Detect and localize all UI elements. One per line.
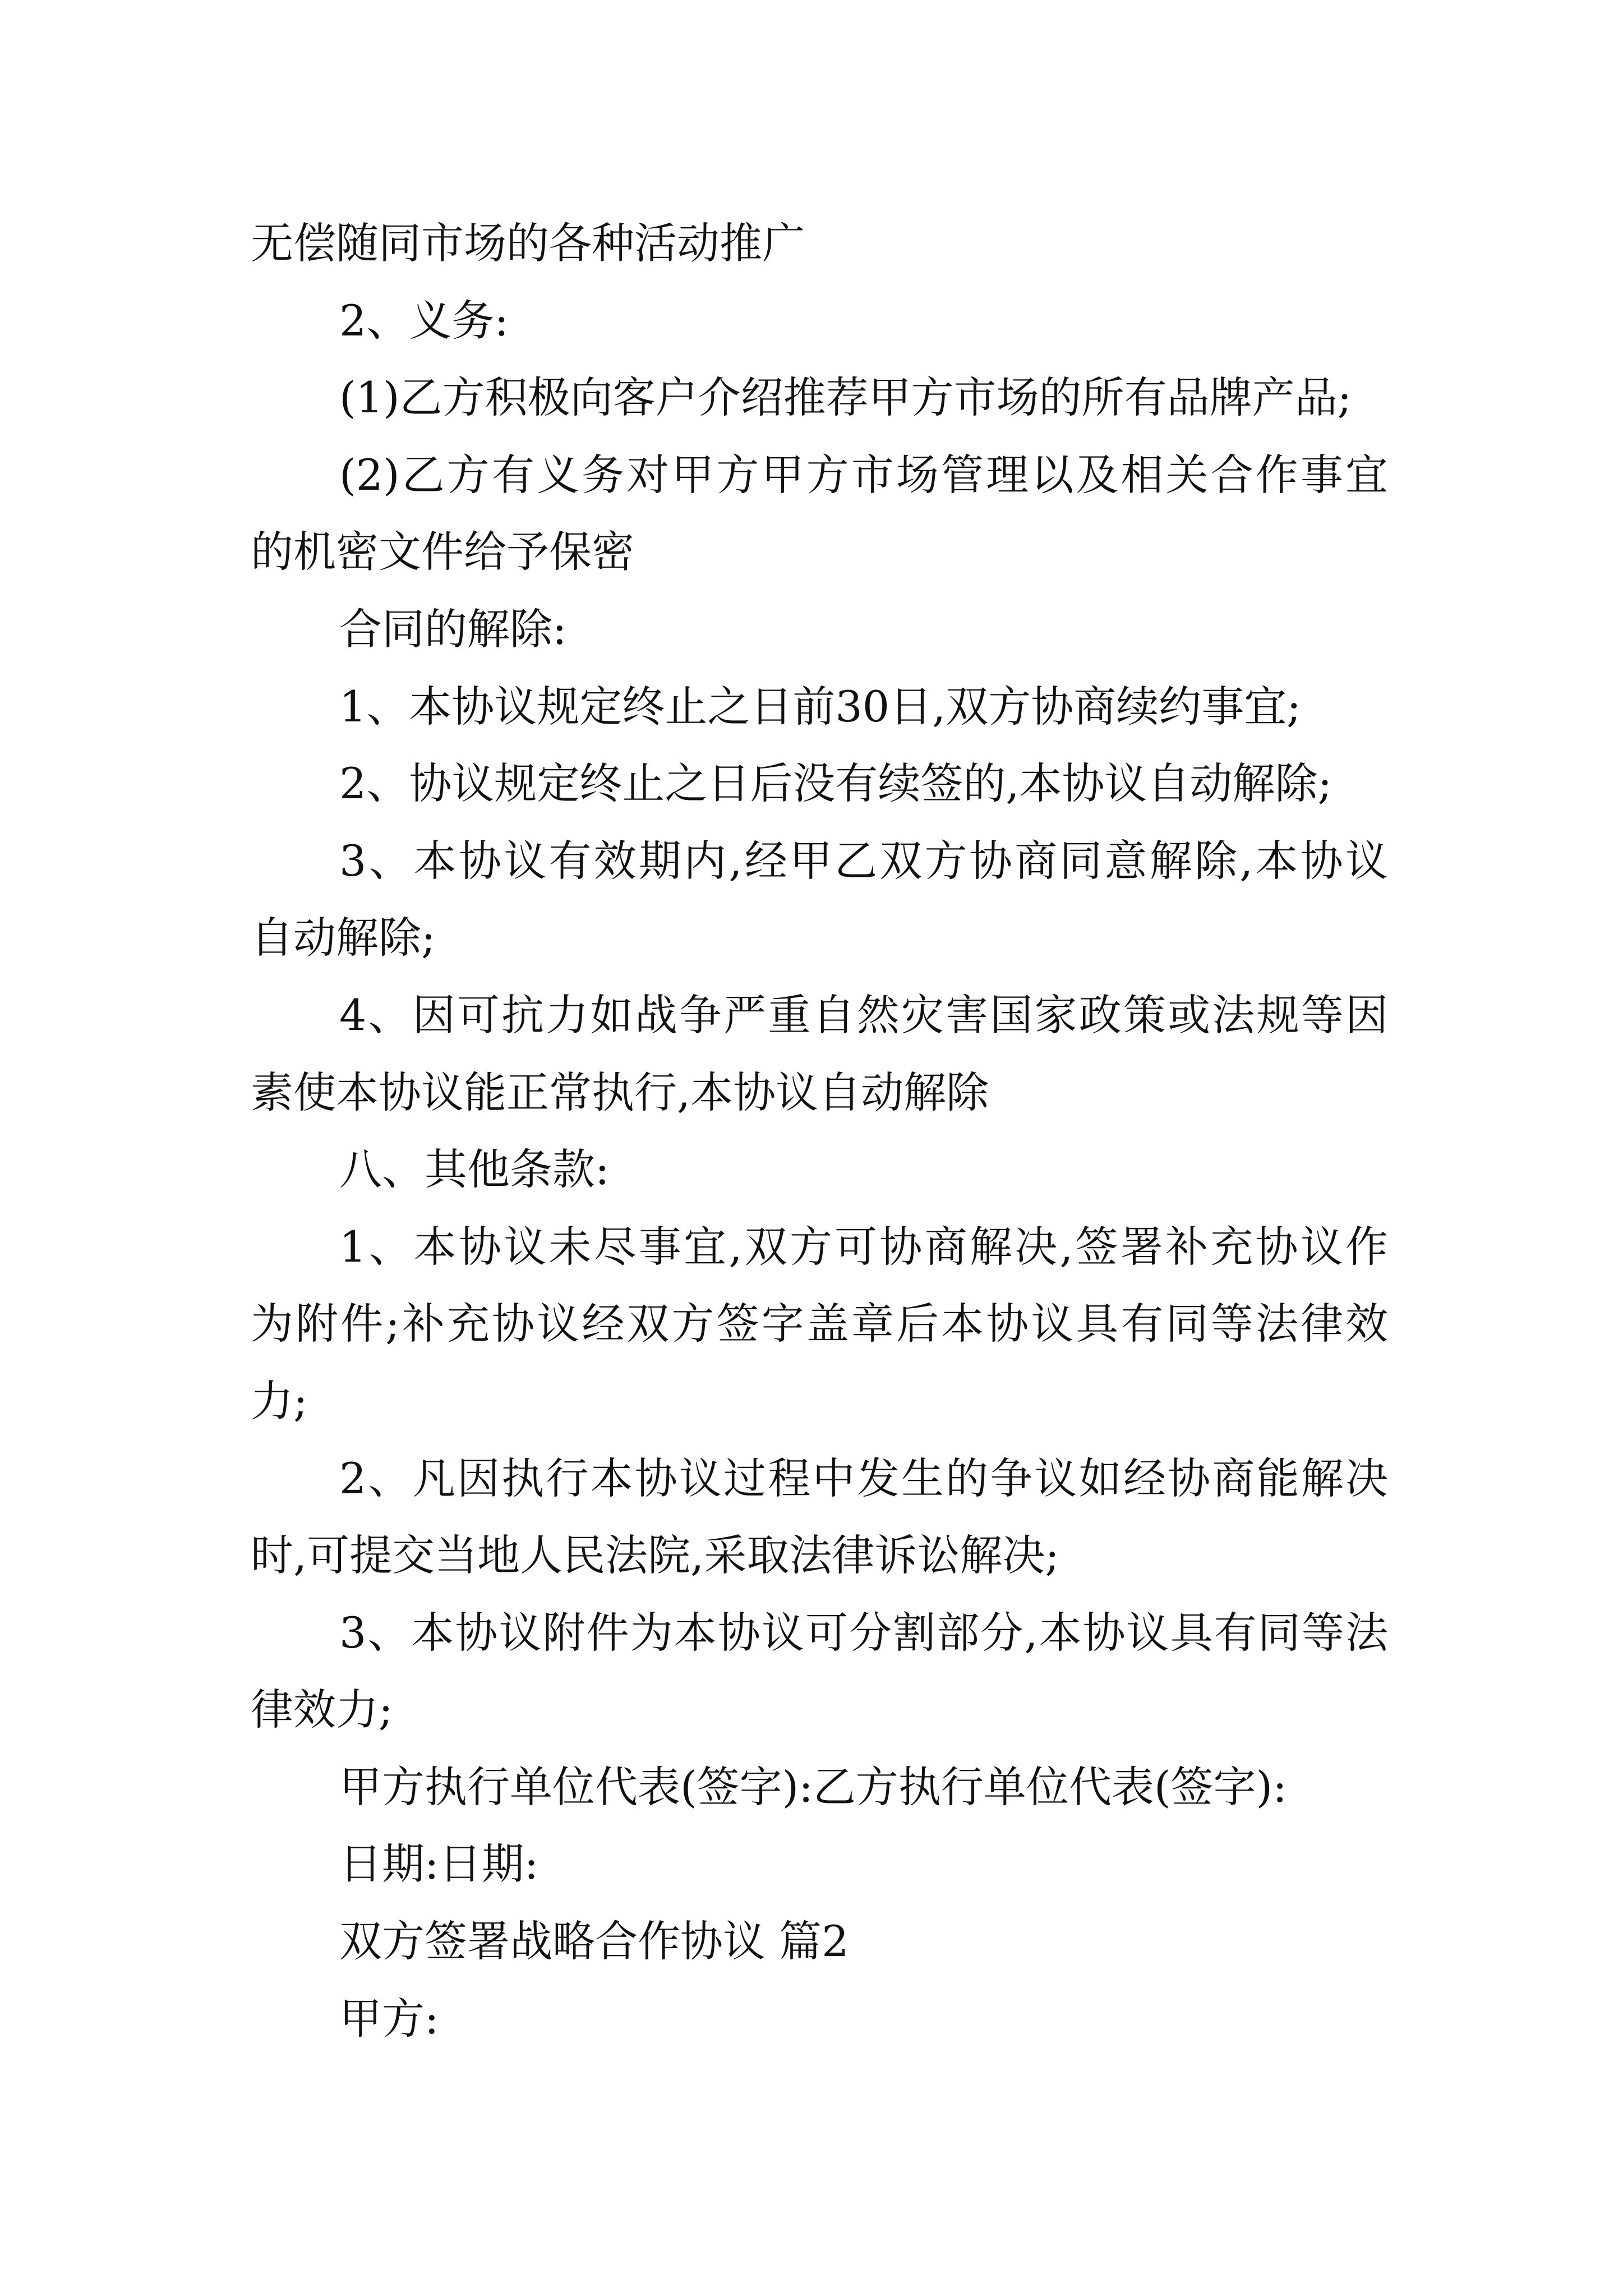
text-line: 时,可提交当地人民法院,采取法律诉讼解决; <box>251 1530 1059 1581</box>
paragraph <box>251 745 1388 822</box>
paragraph <box>251 1980 1388 2058</box>
paragraph <box>251 1131 1388 1208</box>
text-line: 自动解除; <box>251 913 436 963</box>
text-line: (2)乙方有义务对甲方甲方市场管理以及相关合作事宜 <box>339 449 1388 500</box>
text-line: 为附件;补充协议经双方签字盖章后本协议具有同等法律效 <box>251 1299 1388 1349</box>
paragraph <box>251 1825 1388 1903</box>
paragraph <box>251 668 1388 746</box>
text-line: 3、本协议有效期内,经甲乙双方协商同意解除,本协议 <box>339 835 1388 886</box>
document-body <box>251 205 1388 2057</box>
paragraph <box>251 822 1388 977</box>
text-line: 的机密文件给予保密 <box>251 527 634 577</box>
paragraph <box>251 282 1388 360</box>
text-line: 1、本协议规定终止之日前30日,双方协商续约事宜; <box>339 681 1301 731</box>
text-line: 4、因可抗力如战争严重自然灾害国家政策或法规等因 <box>339 990 1388 1040</box>
text-line: 2、凡因执行本协议过程中发生的争议如经协商能解决 <box>339 1453 1388 1503</box>
section-heading: 八、其他条款: <box>339 1144 610 1195</box>
text-line: 2、协议规定终止之日后没有续签的,本协议自动解除; <box>339 758 1332 809</box>
signature-line: 甲方执行单位代表(签字):乙方执行单位代表(签字): <box>339 1761 1287 1812</box>
paragraph <box>251 591 1388 668</box>
paragraph <box>251 359 1388 436</box>
text-line: 3、本协议附件为本协议可分割部分,本协议具有同等法 <box>339 1607 1388 1658</box>
section-heading: 2、义务: <box>339 295 509 346</box>
paragraph <box>251 205 1388 282</box>
paragraph <box>251 977 1388 1131</box>
paragraph <box>251 1440 1388 1594</box>
text-line: 力; <box>251 1375 308 1426</box>
paragraph <box>251 1749 1388 1826</box>
date-line: 日期:日期: <box>339 1839 539 1889</box>
paragraph <box>251 1594 1388 1749</box>
paragraph <box>251 436 1388 591</box>
document-title: 双方签署战略合作协议 篇2 <box>339 1916 849 1967</box>
paragraph <box>251 1903 1388 1980</box>
text-line: 素使本协议能正常执行,本协议自动解除 <box>251 1067 989 1117</box>
text-line: 律效力; <box>251 1685 393 1735</box>
party-a-label: 甲方: <box>339 1993 439 2044</box>
text-line: (1)乙方积极向客户介绍推荐甲方市场的所有品牌产品; <box>339 372 1352 423</box>
text-line: 无偿随同市场的各种活动推广 <box>251 218 805 268</box>
paragraph <box>251 1208 1388 1440</box>
text-line: 1、本协议未尽事宜,双方可协商解决,签署补充协议作 <box>339 1221 1388 1272</box>
section-heading: 合同的解除: <box>339 604 567 654</box>
